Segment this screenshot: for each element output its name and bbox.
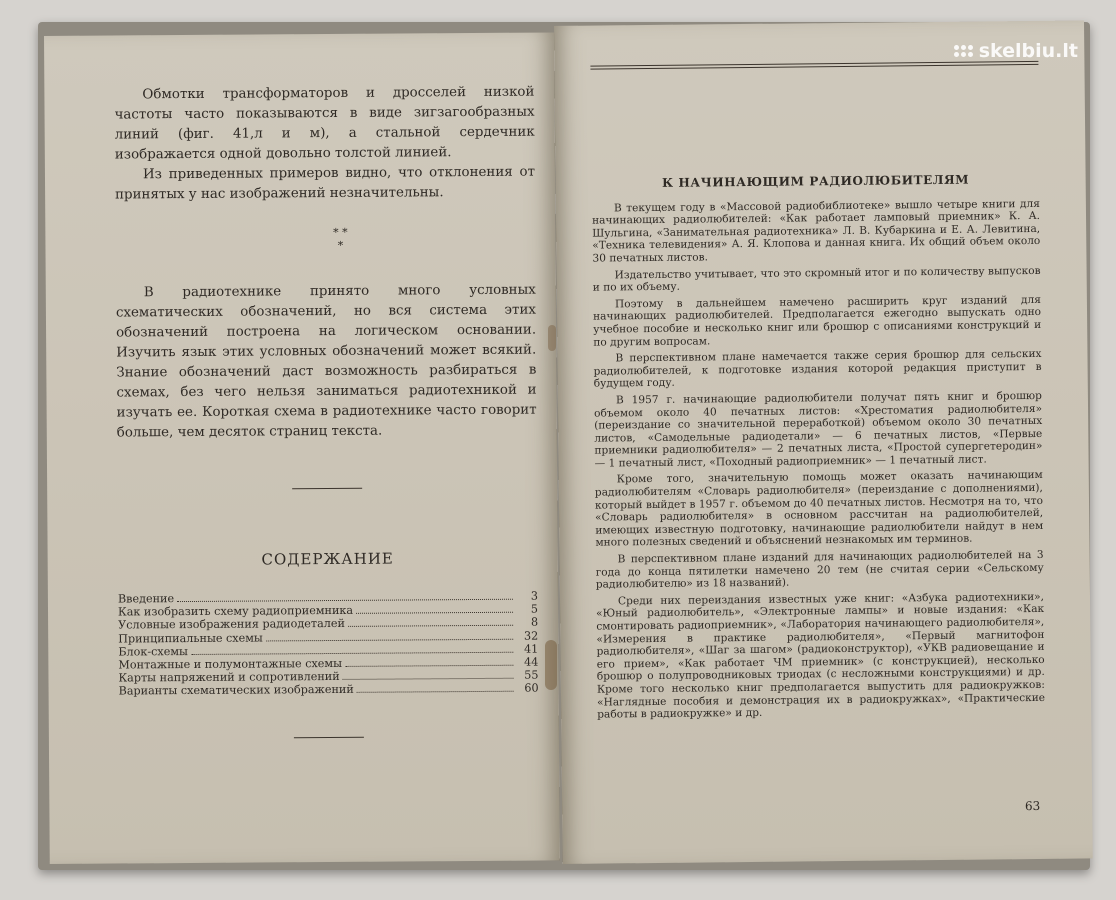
toc-entry-title: Монтажные и полумонтажные схемы <box>118 656 343 672</box>
page-number: 63 <box>1024 798 1041 814</box>
paragraph-conclusion: В радиотехнике принято много условных схематических обозначений, но вся система этих обозначений построена на логическом основании. Изучить язык этих условных обозначений может всякий. Знание обозначений даст возможность разбираться в схемах, без чего нельзя заниматься радиотехникой и изучать ее. Короткая схема в радиотехнике часто говорит больше, чем десяток страниц текста. <box>115 282 537 441</box>
right-page <box>554 20 1093 864</box>
divider-rule <box>292 488 362 489</box>
toc-entry-page: 44 <box>524 655 539 669</box>
toc-leader-dots <box>357 691 514 693</box>
page-stain <box>545 640 557 690</box>
watermark-logo <box>954 40 1078 62</box>
toc-leader-dots <box>356 612 513 614</box>
right-page-content <box>590 61 1045 725</box>
toc-entry-title: Карты напряжений и сопротивлений <box>118 670 340 685</box>
toc-entry-title: Блок-схемы <box>118 644 188 659</box>
toc-leader-dots <box>348 625 513 627</box>
toc-entry-title: Варианты схематических изображений <box>118 683 354 698</box>
page-stain-small <box>548 325 556 351</box>
left-page-content <box>114 83 539 740</box>
toc-entry-title: Условные изображения радиодеталей <box>118 617 345 632</box>
toc-leader-dots <box>177 599 513 602</box>
header-double-rule <box>590 61 1038 70</box>
toc-leader-dots <box>191 652 513 655</box>
section-heading: К НАЧИНАЮЩИМ РАДИОЛЮБИТЕЛЯМ <box>662 172 970 190</box>
toc-leader-dots <box>343 678 514 680</box>
dots-icon <box>954 45 973 57</box>
toc-leader-dots <box>266 638 513 641</box>
divider-rule-bottom <box>294 736 364 737</box>
paragraph-deviations: Из приведенных примеров видно, что отклонения от принятых у нас изображений незначительны. <box>115 164 536 203</box>
watermark-text: skelbiu.lt <box>978 40 1078 62</box>
toc-entry-title: Принципиальные схемы <box>118 631 263 646</box>
article-paragraph: Среди них переиздания известных уже книг: «Азбука радиотехники», «Юный радиолюбитель», «Электронные лампы» и новые издания: «Как смонтировать радиоприемник», «Лаборатория начинающего радиолюбителя», «Измерения в практике радиолюбителя», «Первый магнитофон радиолюбителя», «Шаг за шагом» (радиоконструктор), «УКВ радиовещание и его прием», «Как работает ЧМ приемник» (с конструкцией), несколько брошюр о полупроводниковых триодах (с несложными конструкциями) и др. Кроме того несколько книг предполагается выпустить для радиокружков: «Наглядные пособия и демонстрация их в радиокружках», «Практические работы в радиокружке» и др. <box>596 590 1046 721</box>
article-body <box>592 198 1045 722</box>
article-paragraph: Поэтому в дальнейшем намечено расширить круг изданий для начинающих радиолюбителей. Предполагается ежегодно выпускать одно учебное пособие и несколько книг или брошюр с описаниями конструкций и по другим вопросам. <box>592 293 1042 349</box>
table-of-contents <box>118 590 539 699</box>
article-paragraph: Кроме того, значительную помощь может оказать начинающим радиолюбителям «Словарь радиолюбителя» (переиздание с дополнениями), который выйдет в 1957 г. объемом до 40 печатных листов. Несмотря на то, что «Словарь радиолюбителя» в основном рассчитан на радиолюбителей, имеющих известную подготовку, начинающие радиолюбители найдут в нем много полезных сведений и объяснений незнакомых им терминов. <box>594 469 1044 550</box>
toc-entry-page: 3 <box>530 589 538 603</box>
toc-row <box>119 682 539 698</box>
toc-entry-page: 60 <box>524 681 539 696</box>
article-paragraph: В перспективном плане намечается также серия брошюр для сельских радиолюбителей, к подготовке издания которой редакция приступит в будущем году. <box>593 348 1042 390</box>
toc-leader-dots <box>345 665 513 667</box>
toc-entry-page: 8 <box>530 615 539 630</box>
paragraph-windings: Обмотки трансформаторов и дросселей низкой частоты часто показываются в виде зигзагообразных линий (фиг. 41,л и м), а стальной сердечник изображается одной довольно толстой линией. <box>114 84 535 163</box>
article-paragraph: Издательство учитывает, что это скромный итог и по количеству выпусков и по их объему. <box>592 264 1041 294</box>
stars-top: * * <box>333 225 348 239</box>
toc-entry-page: 41 <box>523 642 539 656</box>
section-separator-stars <box>145 225 535 254</box>
article-paragraph: В текущем году в «Массовой радиобиблиотеке» вышло четыре книги для начинающих радиолюбителей: «Как работает ламповый приемник» К. А. Шульгина, «Занимательная радиотехника» Л. В. Кубаркина и Е. А. Левитина, «Техника телевидения» А. Я. Клопова и данная книга. Их общий объем около 30 печатных листов. <box>591 197 1041 265</box>
toc-entry-title: Как изобразить схему радиоприемника <box>117 604 354 619</box>
article-paragraph: В перспективном плане изданий для начинающих радиолюбителей на 3 года до конца пятилетки намечено 20 тем (не считая серии «Сельскому радиолюбителю» из 18 названий). <box>595 548 1044 591</box>
toc-entry-page: 5 <box>530 602 539 616</box>
toc-entry-page: 32 <box>523 629 539 643</box>
toc-title: СОДЕРЖАНИЕ <box>261 549 394 569</box>
open-book <box>38 22 1090 870</box>
toc-entry-title: Введение <box>117 592 175 606</box>
article-paragraph: В 1957 г. начинающие радиолюбители получат пять книг и брошюр объемом около 40 печатных листов: «Хрестоматия радиолюбителя» (переиздание со значительной переработкой) объемом около 30 печатных листов, «Самодельные радиодетали» — 6 печатных листов, «Первые приемники радиолюбителя» — 2 печатных листа, «Простой супергетеродин» — 1 печатный лист, «Походный радиоприемник» — 1 печатный лист. <box>593 389 1043 470</box>
left-page <box>44 32 560 864</box>
toc-entry-page: 55 <box>524 668 539 682</box>
stars-bottom: * <box>337 238 344 252</box>
